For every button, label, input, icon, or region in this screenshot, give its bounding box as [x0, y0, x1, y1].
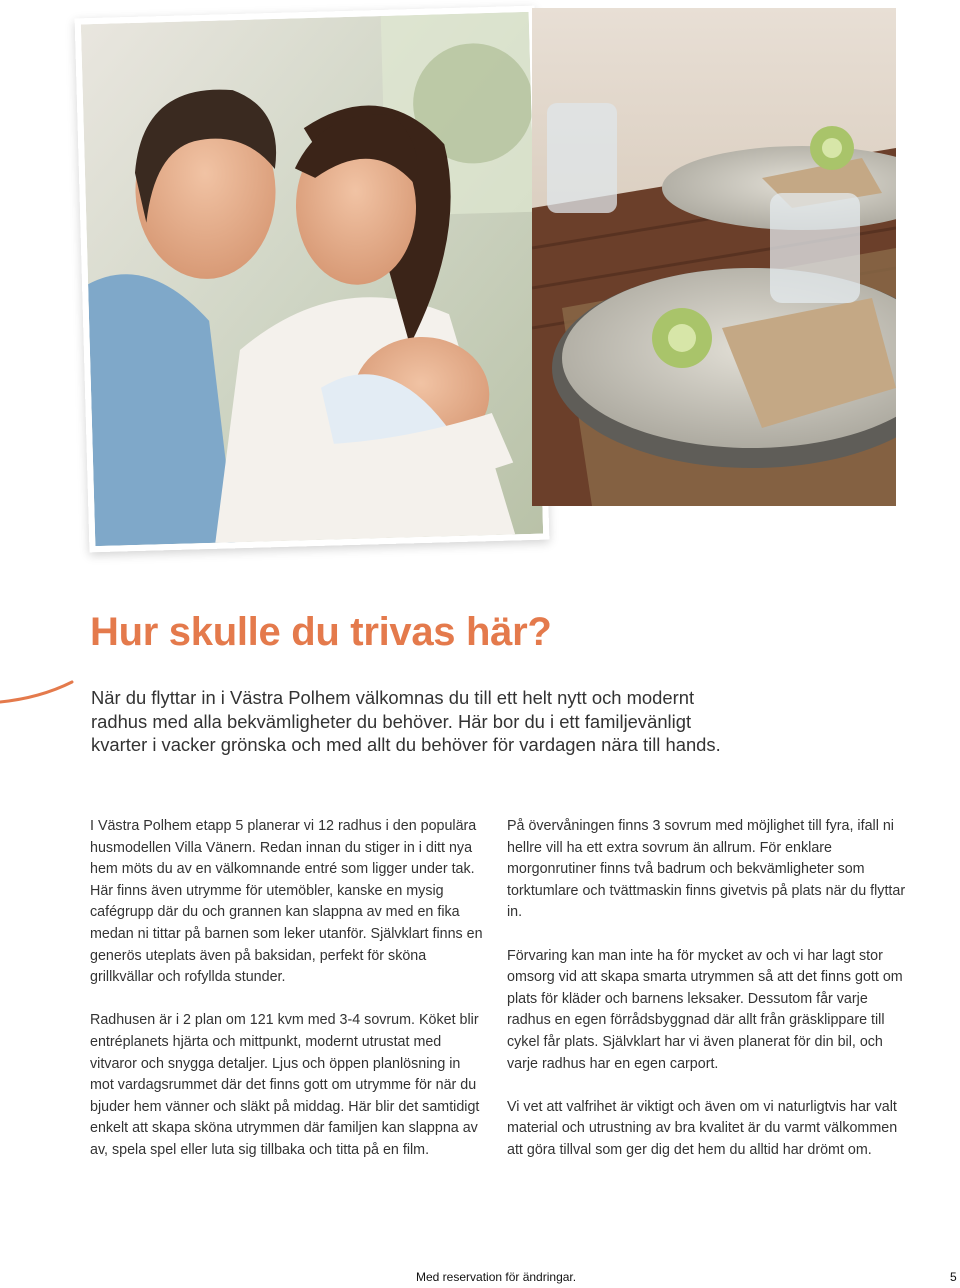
- right-paragraph-1: På övervåningen finns 3 sovrum med möjlighet till fyra, ifall ni hellre vill ha ett extra sovrum än allrum. För enklare morgonrutiner finns två badrum och bekvämligheter som torktumlare och tvättmaskin finns givetvis på plats när du flyttar in.: [507, 818, 906, 921]
- right-column: [507, 816, 907, 1183]
- right-paragraph-3: Vi vet att valfrihet är viktigt och även om vi naturligtvis har valt material och utrustning av bra kvalitet är du varmt välkommen att göra tillval som ger dig det hem du alltid har drömt om.: [507, 1098, 898, 1158]
- page-number: 5: [950, 1270, 957, 1284]
- footer-note: Med reservation för ändringar.: [416, 1270, 577, 1284]
- accent-curve: [0, 676, 80, 706]
- table-setting-illustration: [532, 8, 896, 506]
- family-photo-illustration: [81, 12, 543, 546]
- table-setting-photo: [532, 8, 896, 506]
- left-column: [90, 816, 485, 1183]
- page-title: Hur skulle du trivas här?: [90, 610, 552, 654]
- left-paragraph-2: Radhusen är i 2 plan om 121 kvm med 3-4 sovrum. Köket blir entréplanets hjärta och mittpunkt, modernt utrustat med vitvaror och snygga detaljer. Ljus och öppen planlösning in mot vardagsrummet där det finns gott om utrymme för när du bjuder hem vänner och släkt på middag. Här blir det samtidigt enkelt att skapa sköna utrymmen där familjen kan slappna av av, spela spel eller luta sig tillbaka och titta på en film.: [90, 1012, 480, 1158]
- family-photo: [75, 6, 550, 553]
- intro-paragraph: När du flyttar in i Västra Polhem välkomnas du till ett helt nytt och modernt radhus med alla bekvämligheter du behöver. Här bor du i ett familjevänligt kvarter i vacker grönska och med allt du behöver för vardagen nära till hands.: [91, 687, 721, 755]
- right-paragraph-2: Förvaring kan man inte ha för mycket av och vi har lagt stor omsorg vid att skapa smarta utrymmen så att det finns gott om plats för kläder och barnens leksaker. Dessutom får varje radhus en egen förrådsbyggnad där allt från gräsklippare till cykel får plats. Självklart har vi även planerat för din bil, och varje radhus har en egen carport.: [507, 947, 903, 1072]
- left-paragraph-1: I Västra Polhem etapp 5 planerar vi 12 radhus i den populära husmodellen Villa Vänern. Redan innan du stiger in i ditt nya hem möts du av en välkomnande entré som ligger under tak. Här finns även utrymme för utemöbler, kanske en mysig cafégrupp där du och grannen kan slappna av med en fika medan ni tittar på barnen som leker utanför. Självklart finns en generös uteplats även på baksidan, perfekt för sköna grillkvällar och rofyllda stunder.: [90, 818, 483, 986]
